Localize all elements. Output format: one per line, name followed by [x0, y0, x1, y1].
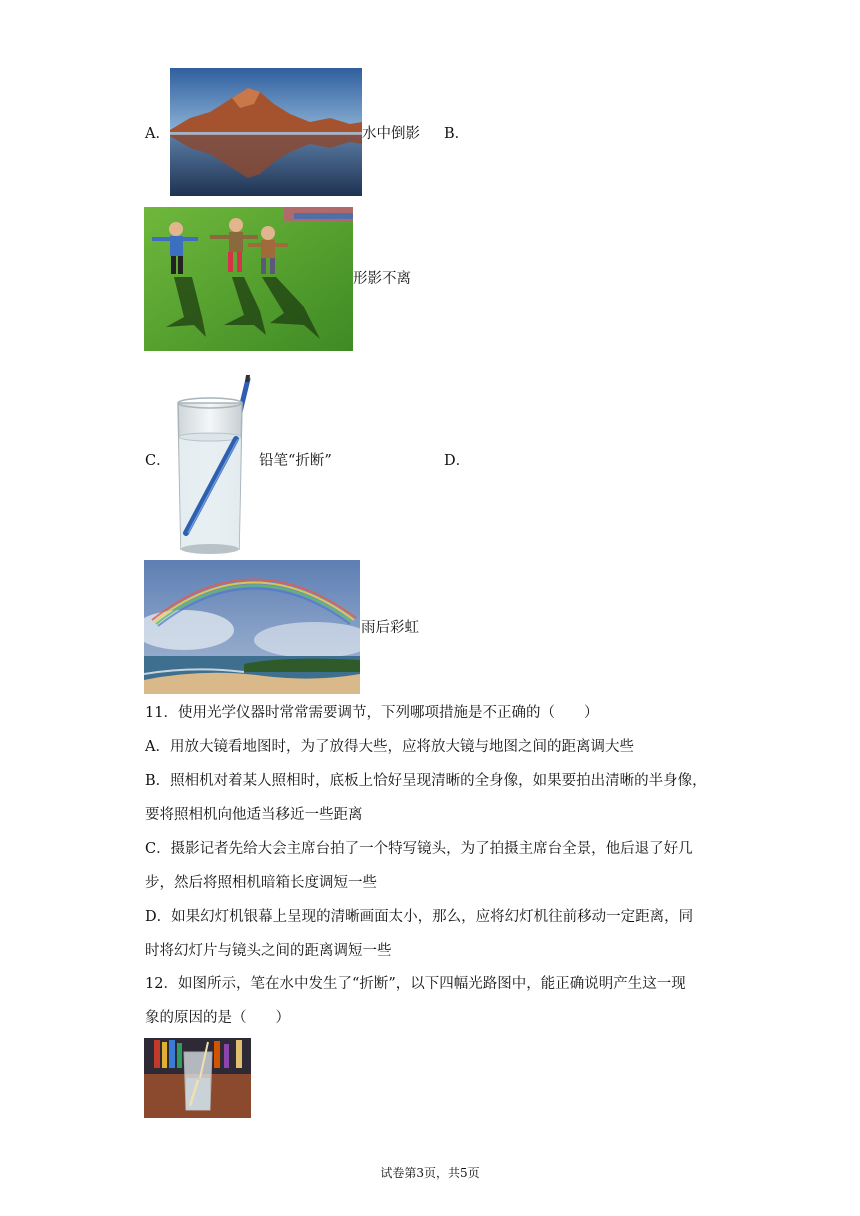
- option-b-letter: B．: [444, 126, 470, 142]
- option-c-caption: 铅笔“折断”: [259, 453, 332, 469]
- question-12-stem-line1: 12．如图所示，笔在水中发生了“折断”，以下四幅光路图中，能正确说明产生这一现: [145, 976, 686, 992]
- option-b-caption: 形影不离: [353, 271, 411, 287]
- page-footer: 试卷第3页，共5页: [380, 1166, 480, 1180]
- rainbow-beach-image: [144, 560, 360, 694]
- option-a-letter: A．: [145, 126, 170, 142]
- question-11-stem: 11．使用光学仪器时常常需要调节，下列哪项措施是不正确的（ ）: [145, 705, 599, 721]
- question-11-option-b-line1: B．照相机对着某人照相时，底板上恰好呈现清晰的全身像，如果要拍出清晰的半身像，: [145, 773, 707, 789]
- option-d-caption: 雨后彩虹: [361, 620, 419, 636]
- question-11-option-b-line2: 要将照相机向他适当移近一些距离: [145, 807, 363, 823]
- option-c-letter: C．: [145, 453, 171, 469]
- question-11-option-d-line1: D．如果幻灯机银幕上呈现的清晰画面太小，那么，应将幻灯机往前移动一定距离，同: [145, 909, 694, 925]
- question-11-option-c-line2: 步，然后将照相机暗箱长度调短一些: [145, 875, 377, 891]
- pen-in-water-glass-image: [144, 1038, 251, 1118]
- pencil-in-glass-image: [172, 373, 252, 557]
- mountain-lake-reflection-image: [170, 68, 362, 196]
- option-a-caption: 水中倒影: [362, 126, 420, 142]
- question-11-option-d-line2: 时将幻灯片与镜头之间的距离调短一些: [145, 943, 392, 959]
- children-shadows-image: [144, 207, 353, 351]
- question-11-option-c-line1: C．摄影记者先给大会主席台拍了一个特写镜头，为了拍摄主席台全景，他后退了好几: [145, 841, 693, 857]
- question-12-stem-line2: 象的原因的是（ ）: [145, 1010, 290, 1026]
- question-11-option-a: A．用放大镜看地图时，为了放得大些，应将放大镜与地图之间的距离调大些: [145, 739, 634, 755]
- option-d-letter: D．: [444, 453, 471, 469]
